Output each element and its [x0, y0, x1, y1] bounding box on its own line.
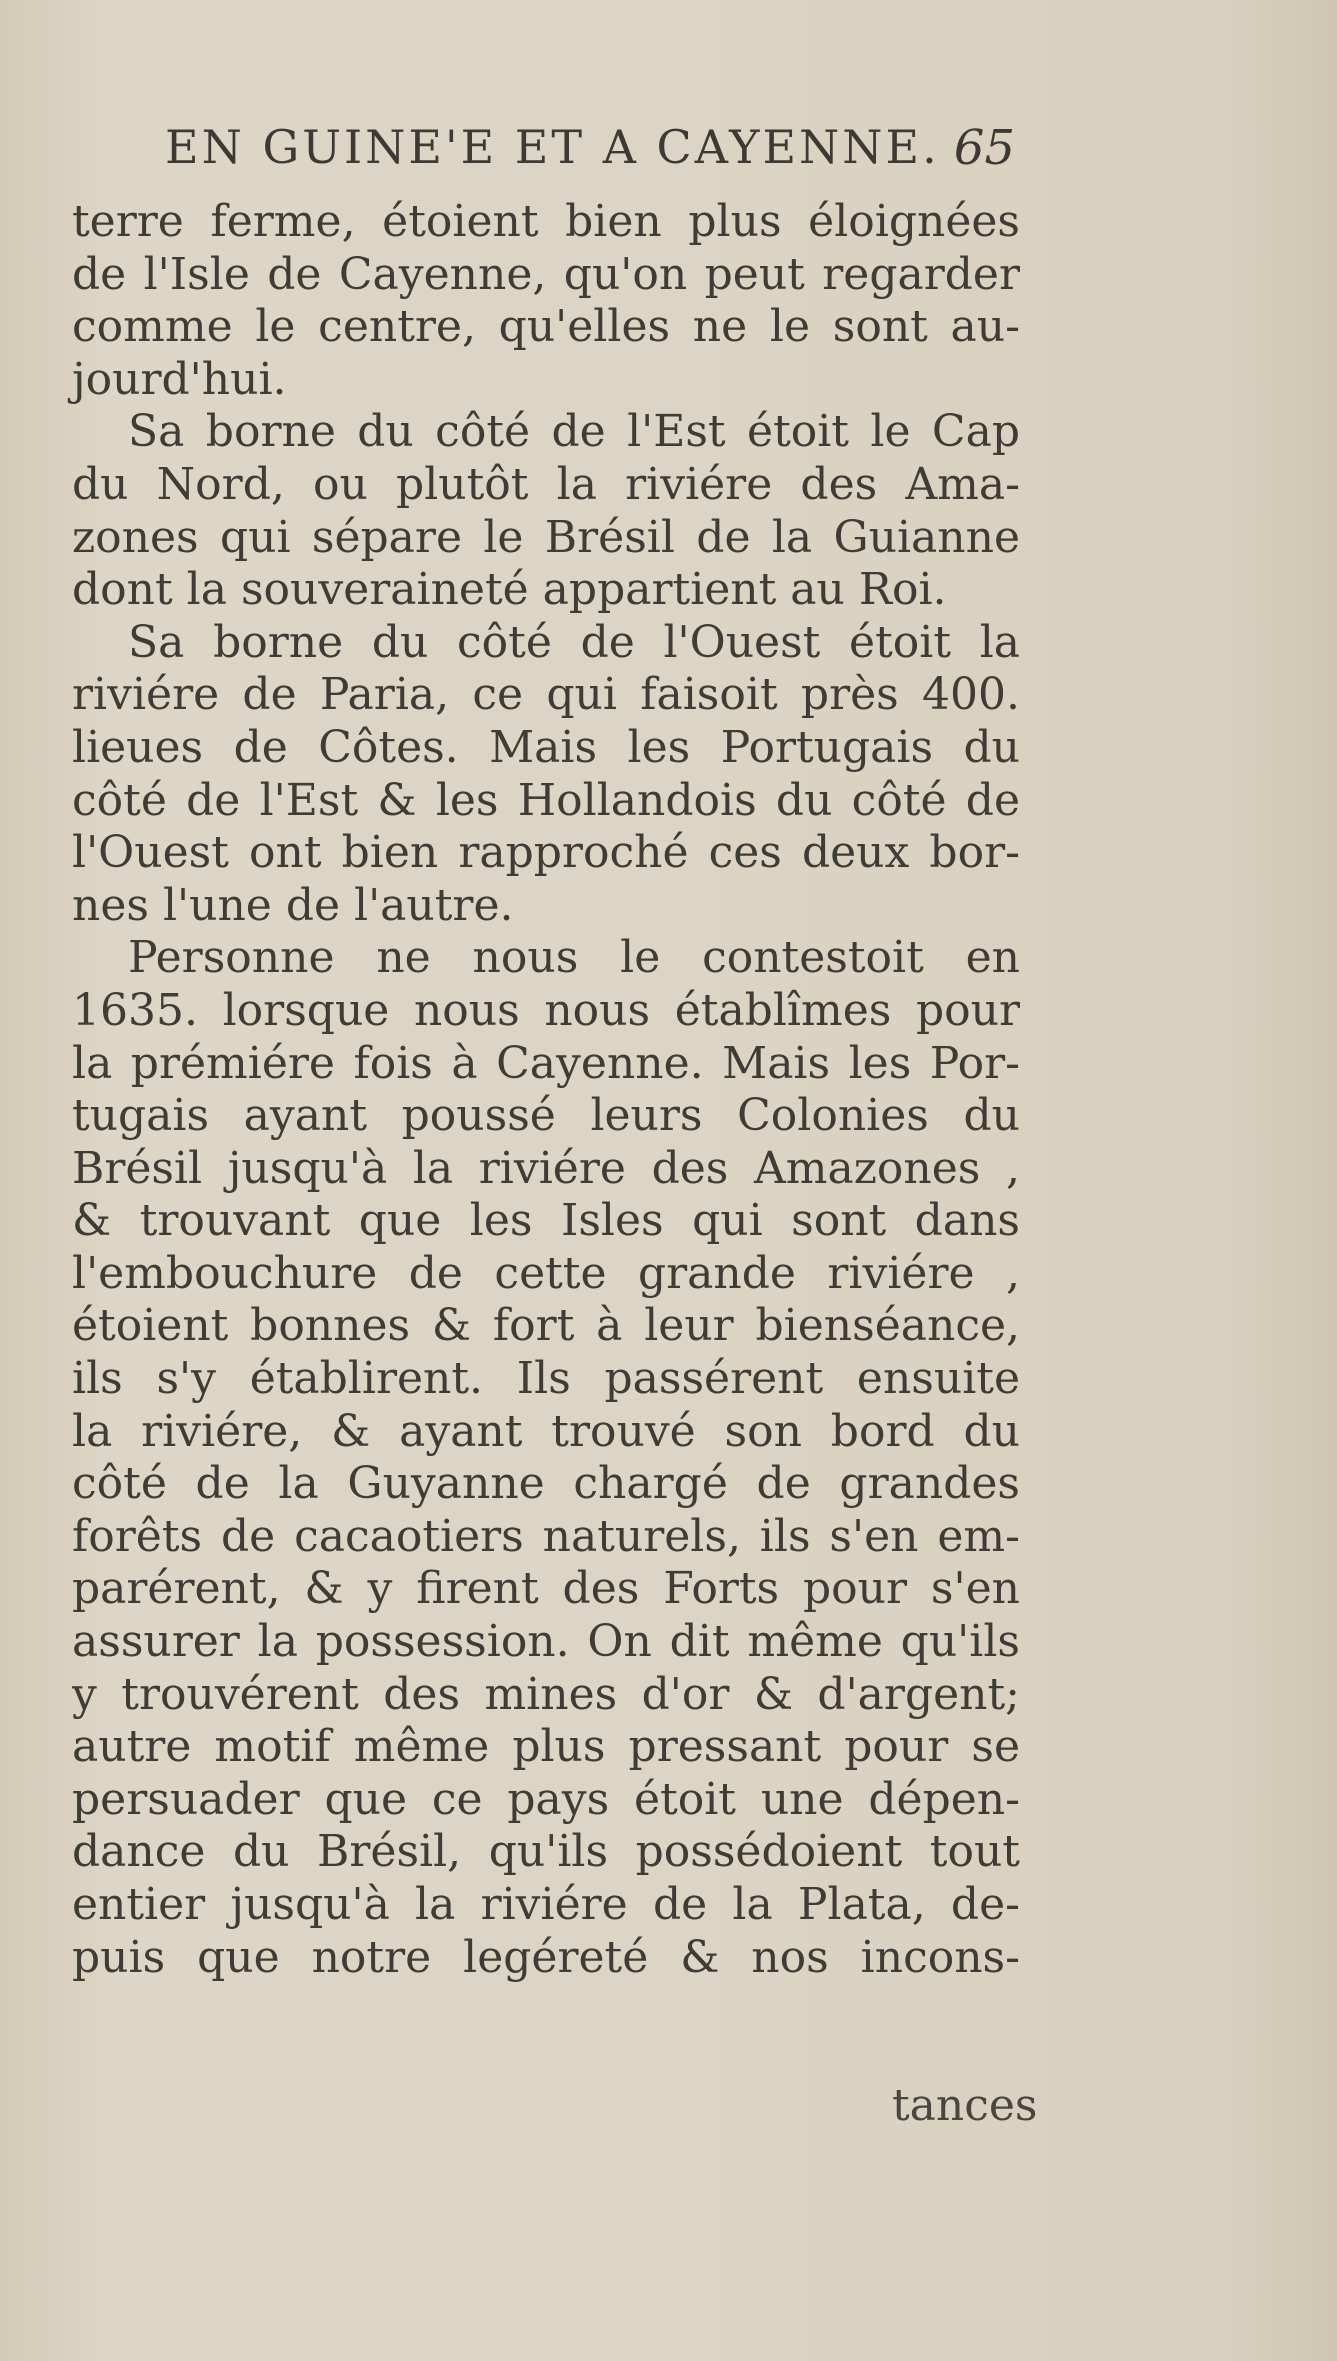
paragraph	[72, 617, 1020, 933]
catchword: tances	[892, 2080, 1038, 2131]
paragraph	[72, 932, 1020, 1984]
text-line: comme le centre, qu'elles ne le sont au-	[72, 301, 1020, 353]
text-line: puis que notre legéreté & nos incons-	[72, 1931, 1020, 1983]
text-line: forêts de cacaotiers naturels, ils s'en em-	[72, 1510, 1020, 1562]
text-line: tugais ayant poussé leurs Colonies du	[72, 1090, 1020, 1142]
text-line: entier jusqu'à la riviére de la Plata, de-	[72, 1879, 1020, 1930]
text-line: la prémiére fois à Cayenne. Mais les Por-	[72, 1037, 1020, 1089]
text-line: parérent, & y firent des Forts pour s'en	[72, 1563, 1020, 1615]
paragraph	[72, 406, 1020, 616]
paragraph	[72, 196, 1020, 406]
page-number: 65	[953, 120, 1015, 176]
text-line: dance du Brésil, qu'ils possédoient tout	[72, 1826, 1020, 1878]
text-line: 1635. lorsque nous nous établîmes pour	[72, 984, 1020, 1036]
text-line: du Nord, ou plutôt la riviére des Ama-	[72, 458, 1020, 510]
page-header	[165, 120, 1045, 190]
text-line: ils s'y établirent. Ils passérent ensuite	[72, 1353, 1020, 1405]
text-line: autre motif même plus pressant pour se	[72, 1721, 1020, 1773]
body-text	[72, 196, 1020, 1984]
text-line: lieues de Côtes. Mais les Portugais du	[72, 721, 1020, 773]
text-line: nes l'une de l'autre.	[72, 879, 514, 931]
text-line: Sa borne du côté de l'Est étoit le Cap	[128, 406, 1020, 458]
text-line: assurer la possession. On dit même qu'ils	[72, 1616, 1020, 1668]
text-line: zones qui sépare le Brésil de la Guianne	[72, 511, 1020, 563]
text-line: riviére de Paria, ce qui faisoit près 400.	[72, 669, 1020, 721]
text-line: côté de l'Est & les Hollandois du côté de	[72, 774, 1020, 826]
text-line: de l'Isle de Cayenne, qu'on peut regarder	[72, 248, 1020, 300]
text-line: la riviére, & ayant trouvé son bord du	[72, 1405, 1020, 1457]
text-line: Personne ne nous le contestoit en	[128, 932, 1020, 984]
text-line: persuader que ce pays étoit une dépen-	[72, 1773, 1020, 1825]
text-line: terre ferme, étoient bien plus éloignées	[72, 196, 1020, 247]
text-line: côté de la Guyanne chargé de grandes	[72, 1458, 1020, 1510]
text-line: l'embouchure de cette grande riviére ,	[72, 1247, 1020, 1299]
text-line: l'Ouest ont bien rapproché ces deux bor-	[72, 827, 1020, 879]
text-line: & trouvant que les Isles qui sont dans	[72, 1195, 1020, 1247]
text-line: y trouvérent des mines d'or & d'argent;	[72, 1668, 1020, 1720]
text-line: étoient bonnes & fort à leur bienséance,	[72, 1300, 1020, 1352]
text-line: Sa borne du côté de l'Ouest étoit la	[128, 616, 1020, 668]
text-line: jourd'hui.	[72, 353, 287, 405]
text-line: dont la souveraineté appartient au Roi.	[72, 564, 947, 616]
running-head: EN GUINE'E ET A CAYENNE.	[165, 120, 940, 174]
text-line: Brésil jusqu'à la riviére des Amazones ,	[72, 1142, 1020, 1194]
